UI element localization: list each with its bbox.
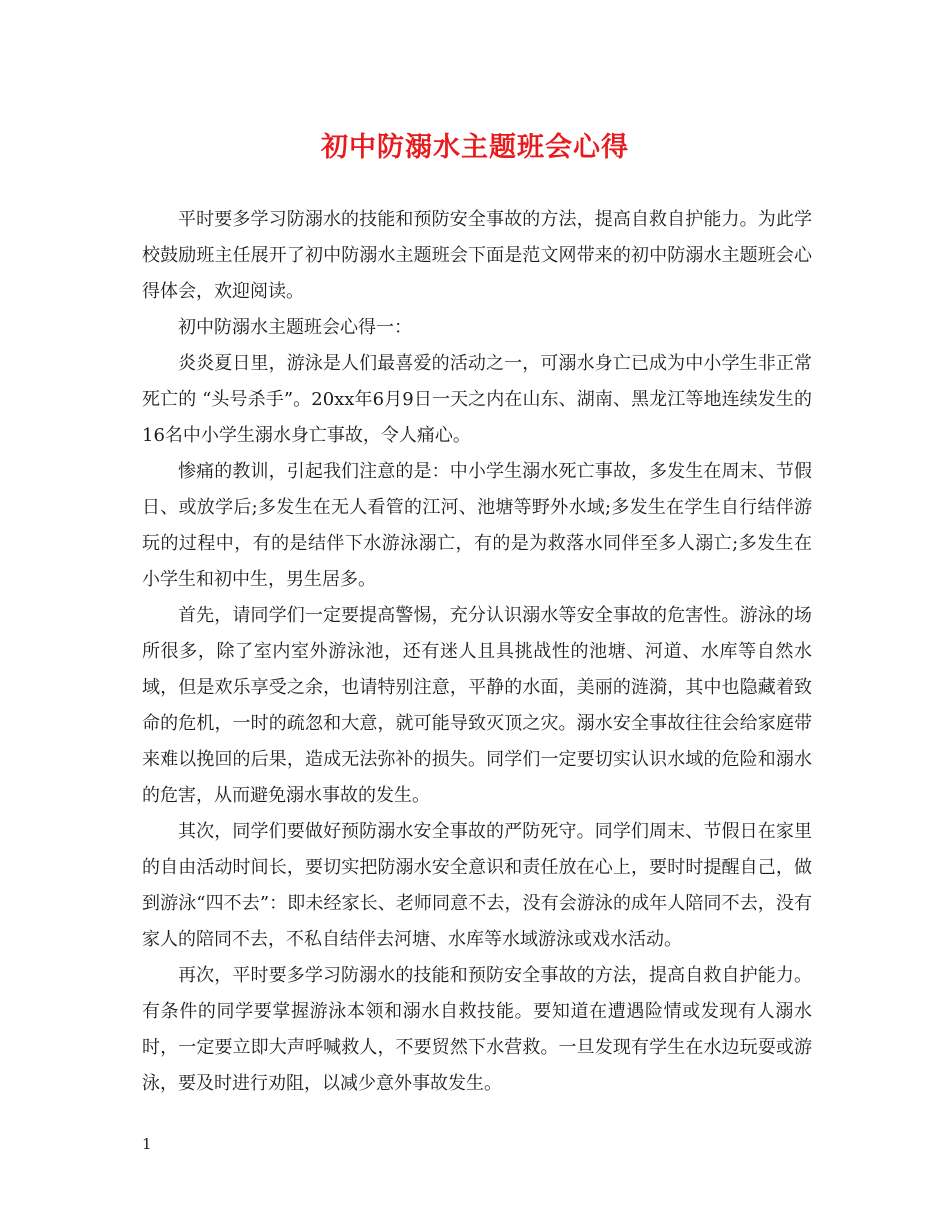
paragraph: 再次，平时要多学习防溺水的技能和预防安全事故的方法，提高自救自护能力。有条件的同学要掌握游泳本领和溺水自救技能。要知道在遭遇险情或发现有人溺水时，一定要立即大声呼喊救人，不要贸然下水营救。一旦发现有学生在水边玩耍或游泳，要及时进行劝阻，以减少意外事故发生。 <box>142 965 812 1094</box>
paragraph-section-heading: 初中防溺水主题班会心得一： <box>178 317 412 338</box>
paragraph: 惨痛的教训，引起我们注意的是：中小学生溺水死亡事故，多发生在周末、节假日、或放学后;多发生在无人看管的江河、池塘等野外水域;多发生在学生自行结伴游玩的过程中，有的是结伴下水游泳溺亡，有的是为救落水同伴至多人溺亡;多发生在小学生和初中生，男生居多。 <box>142 461 812 590</box>
page-number: 1 <box>142 1135 152 1153</box>
paragraph: 首先，请同学们一定要提高警惕，充分认识溺水等安全事故的危害性。游泳的场所很多，除了室内室外游泳池，还有迷人且具挑战性的池塘、河道、水库等自然水域，但是欢乐享受之余，也请特别注意，平静的水面，美丽的涟漪，其中也隐藏着致命的危机，一时的疏忽和大意，就可能导致灭顶之灾。溺水安全事故往往会给家庭带来难以挽回的后果，造成无法弥补的损失。同学们一定要切实认识水域的危险和溺水的危害，从而避免溺水事故的发生。 <box>142 605 812 806</box>
document-body <box>142 202 812 1102</box>
paragraph: 炎炎夏日里，游泳是人们最喜爱的活动之一，可溺水身亡已成为中小学生非正常死亡的 “头号杀手”。20xx年6月9日一天之内在山东、湖南、黑龙江等地连续发生的16名中小学生溺水身亡事故，令人痛心。 <box>142 353 812 446</box>
document-title: 初中防溺水主题班会心得 <box>321 132 629 163</box>
paragraph-intro: 平时要多学习防溺水的技能和预防安全事故的方法，提高自救自护能力。为此学校鼓励班主任展开了初中防溺水主题班会下面是范文网带来的初中防溺水主题班会心得体会，欢迎阅读。 <box>142 209 812 302</box>
paragraph: 其次，同学们要做好预防溺水安全事故的严防死守。同学们周末、节假日在家里的自由活动时间长，要切实把防溺水安全意识和责任放在心上，要时时提醒自己，做到游泳“四不去”：即未经家长、老师同意不去，没有会游泳的成年人陪同不去，没有家人的陪同不去，不私自结伴去河塘、水库等水域游泳或戏水活动。 <box>142 821 812 950</box>
